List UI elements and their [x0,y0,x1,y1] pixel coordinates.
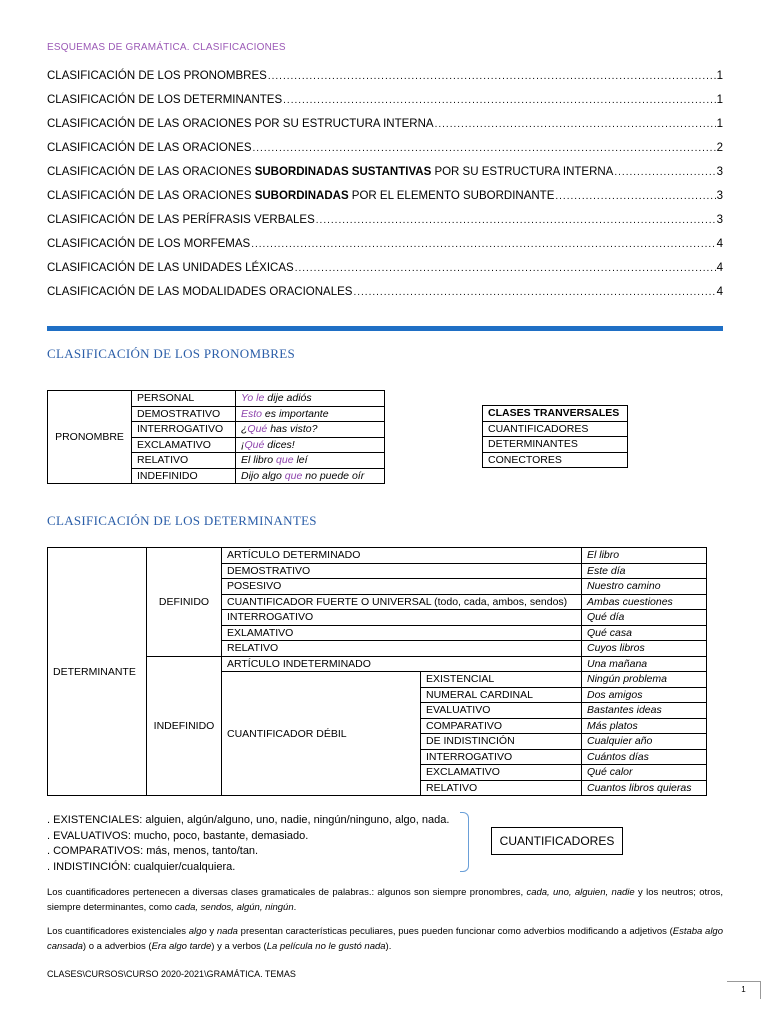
toc-entry[interactable] [47,238,723,262]
toc-leader-dots [283,95,715,106]
pronombre-example [236,391,385,407]
pronombre-type: INTERROGATIVO [132,422,236,438]
toc-entry-title [47,142,252,154]
table-row [483,406,628,422]
determinante-example: Qué día [582,610,707,626]
determinante-type: DEMOSTRATIVO [222,563,582,579]
indefinido-label: INDEFINIDO [147,656,222,796]
determinante-example: Una mañana [582,656,707,672]
toc-title-bold: SUBORDINADAS SUSTANTIVAS [254,166,432,178]
toc-page-number: 1 [716,94,723,106]
paragraph-segment: cada, sendos, algún, ningún [174,902,294,913]
toc-title-text: CLASIFICACIÓN DE LOS MORFEMAS [47,238,251,250]
pronombre-label: PRONOMBRE [48,391,132,484]
example-segment: ¡ [241,438,245,451]
toc-entry[interactable] [47,214,723,238]
toc-entry-title [47,70,267,82]
table-row [48,391,385,407]
cuantificador-type: COMPARATIVO [421,718,582,734]
determinante-label: DETERMINANTE [48,548,147,796]
pronombre-example [236,406,385,422]
paragraph-segment: ) y a verbos ( [211,941,267,952]
toc-leader-dots [316,215,716,226]
paragraph-segment: Los cuantificadores pertenecen a diversas clases gramaticales de palabras.: algunos son siempre pronombres, [47,887,527,898]
toc-page-number: 4 [716,262,723,274]
example-segment: que [284,469,303,482]
example-segment: es importante [262,407,329,420]
toc-title-text: CLASIFICACIÓN DE LAS PERÍFRASIS VERBALES [47,214,315,226]
example-segment: que [276,454,294,467]
section-title-determinantes: CLASIFICACIÓN DE LOS DETERMINANTES [47,513,317,528]
toc-entry[interactable] [47,142,723,166]
determinante-type: CUANTIFICADOR FUERTE O UNIVERSAL (todo, cada, ambos, sendos) [222,594,582,610]
cuantificador-debil-label: CUANTIFICADOR DÉBIL [222,672,421,796]
paragraph-segment: cada, uno, alguien, nadie [526,887,635,898]
definido-label: DEFINIDO [147,548,222,657]
toc-title-text: CLASIFICACIÓN DE LAS ORACIONES POR SU ESTRUCTURA INTERNA [47,118,434,130]
cuantificador-type: INTERROGATIVO [421,749,582,765]
toc-leader-dots [268,71,716,82]
pronombres-table [47,390,385,484]
toc-title-text: CLASIFICACIÓN DE LAS ORACIONES [47,166,255,178]
clase-transversal-item: CONECTORES [483,452,628,468]
section-title-pronombres: CLASIFICACIÓN DE LOS PRONOMBRES [47,346,296,361]
toc-title-text: CLASIFICACIÓN DE LAS MODALIDADES ORACIONALES [47,286,353,298]
example-segment: Qué [247,423,268,436]
cuantificador-example: Qué calor [582,765,707,781]
determinante-example: Nuestro camino [582,579,707,595]
example-segment: dije adiós [264,392,312,405]
clase-transversal-item: CUANTIFICADORES [483,421,628,437]
toc-leader-dots [614,167,715,178]
table-row [48,548,707,564]
cuantificador-type: EXISTENCIAL [421,672,582,688]
toc-page-number: 1 [716,118,723,130]
determinante-type: ARTÍCULO DETERMINADO [222,548,582,564]
cuantificador-type: EVALUATIVO [421,703,582,719]
toc-entry-title [47,286,352,298]
determinantes-table [47,547,707,796]
toc-page-number: 3 [716,166,723,178]
pronombre-example [236,437,385,453]
clases-transversales-header: CLASES TRANVERSALES [483,406,628,422]
example-segment: Yo le [241,392,265,405]
cuantificador-example: Cualquier año [582,734,707,750]
toc-entry-title [47,262,294,274]
example-segment: El libro [241,454,277,467]
note-line: . INDISTINCIÓN: cualquier/cualquiera. [47,860,236,873]
paragraph-cuantificadores-existenciales [47,924,723,954]
cuantificador-example: Dos amigos [582,687,707,703]
example-segment: has visto? [267,423,318,436]
toc-entry[interactable] [47,118,723,142]
determinante-example: Qué casa [582,625,707,641]
toc-entry[interactable] [47,262,723,286]
note-line: . EVALUATIVOS: mucho, poco, bastante, demasiado. [47,829,309,842]
paragraph-segment: Estaba algo cansada [47,926,724,952]
determinante-example: El libro [582,548,707,564]
toc-title-text: POR SU ESTRUCTURA INTERNA [431,166,614,178]
pronombre-type: RELATIVO [132,453,236,469]
document-header-title: ESQUEMAS DE GRAMÁTICA. CLASIFICACIONES [47,42,286,53]
toc-title-text: CLASIFICACIÓN DE LAS ORACIONES [47,190,255,202]
section-divider-bar [47,326,723,331]
toc-page-number: 1 [716,70,723,82]
paragraph-segment: Los cuantificadores existenciales [47,926,189,937]
example-segment: no puede oír [302,469,365,482]
cuantificador-type: RELATIVO [421,780,582,796]
paragraph-segment: y los neutros; otros, siempre determinantes, como [47,887,723,913]
paragraph-cuantificadores-clases [47,885,723,915]
example-segment: Dijo algo [241,469,285,482]
table-of-contents [47,70,723,310]
toc-leader-dots [435,119,716,130]
cuantificador-example: Ningún problema [582,672,707,688]
determinante-type: INTERROGATIVO [222,610,582,626]
paragraph-segment: y [206,926,217,937]
toc-entry-title [47,118,434,130]
cuantificadores-notes [47,813,449,875]
paragraph-segment: La película no le gustó nada [266,941,386,952]
toc-entry[interactable] [47,166,723,190]
table-row [483,452,628,468]
paragraph-segment: presentan características peculiares, pues pueden funcionar como adverbios modificando a adjetivos ( [237,926,673,937]
example-segment: leí [293,454,308,467]
cuantificador-example: Cuántos días [582,749,707,765]
toc-page-number: 3 [716,214,723,226]
determinante-example: Cuyos libros [582,641,707,657]
determinante-example: Este día [582,563,707,579]
table-row [483,421,628,437]
paragraph-segment: Era algo tarde [151,941,212,952]
toc-page-number: 4 [716,238,723,250]
toc-title-text: CLASIFICACIÓN DE LAS ORACIONES [47,142,252,154]
clase-transversal-item: DETERMINANTES [483,437,628,453]
toc-page-number: 2 [716,142,723,154]
paragraph-segment: . [293,902,297,913]
toc-entry[interactable] [47,286,723,310]
toc-entry-title [47,238,250,250]
pronombre-type: DEMOSTRATIVO [132,406,236,422]
cuantificador-type: DE INDISTINCIÓN [421,734,582,750]
toc-title-text: CLASIFICACIÓN DE LAS UNIDADES LÉXICAS [47,262,294,274]
toc-entry-title [47,190,554,202]
toc-title-text: POR EL ELEMENTO SUBORDINANTE [348,190,555,202]
toc-entry-title [47,94,282,106]
pronombre-example [236,468,385,484]
toc-title-text: CLASIFICACIÓN DE LOS DETERMINANTES [47,94,283,106]
pronombre-type: EXCLAMATIVO [132,437,236,453]
paragraph-segment: nada [216,926,238,937]
paragraph-segment: ). [385,941,392,952]
determinante-type: ARTÍCULO INDETERMINADO [222,656,582,672]
cuantificador-type: EXCLAMATIVO [421,765,582,781]
toc-entry-title [47,166,613,178]
pronombre-type: INDEFINIDO [132,468,236,484]
example-segment: Qué [244,438,265,451]
determinante-example: Ambas cuestiones [582,594,707,610]
determinante-type: POSESIVO [222,579,582,595]
pronombre-type: PERSONAL [132,391,236,407]
determinante-type: EXLAMATIVO [222,625,582,641]
toc-entry[interactable] [47,190,723,214]
toc-leader-dots [253,143,716,154]
example-segment: dices! [264,438,295,451]
right-brace-icon [460,812,469,872]
toc-leader-dots [251,239,715,250]
toc-leader-dots [295,263,716,274]
cuantificador-example: Más platos [582,718,707,734]
cuantificadores-box: CUANTIFICADORES [491,827,623,855]
footer-path: CLASES\CURSOS\CURSO 2020-2021\GRAMÁTICA. TEMAS [47,969,296,979]
toc-entry-title [47,214,315,226]
table-row [48,656,707,672]
clases-transversales-table [482,405,628,468]
toc-leader-dots [555,191,715,202]
cuantificador-example: Cuantos libros quieras [582,780,707,796]
determinante-type: RELATIVO [222,641,582,657]
cuantificador-example: Bastantes ideas [582,703,707,719]
example-segment: Esto [241,407,263,420]
toc-page-number: 3 [716,190,723,202]
pronombre-example [236,453,385,469]
page-number: 1 [727,981,761,999]
toc-page-number: 4 [716,286,723,298]
note-line: . COMPARATIVOS: más, menos, tanto/tan. [47,845,259,857]
paragraph-segment: algo [188,926,207,937]
toc-entry[interactable] [47,70,723,94]
toc-title-bold: SUBORDINADAS [254,190,349,202]
paragraph-segment: ) o a adverbios ( [82,941,152,952]
note-line: . EXISTENCIALES: alguien, algún/alguno, uno, nadie, ningún/ninguno, algo, nada. [47,814,450,826]
table-row [483,437,628,453]
example-segment: ¿ [241,423,248,436]
cuantificador-type: NUMERAL CARDINAL [421,687,582,703]
toc-entry[interactable] [47,94,723,118]
toc-title-text: CLASIFICACIÓN DE LOS PRONOMBRES [47,70,267,82]
pronombre-example [236,422,385,438]
toc-leader-dots [353,287,715,298]
